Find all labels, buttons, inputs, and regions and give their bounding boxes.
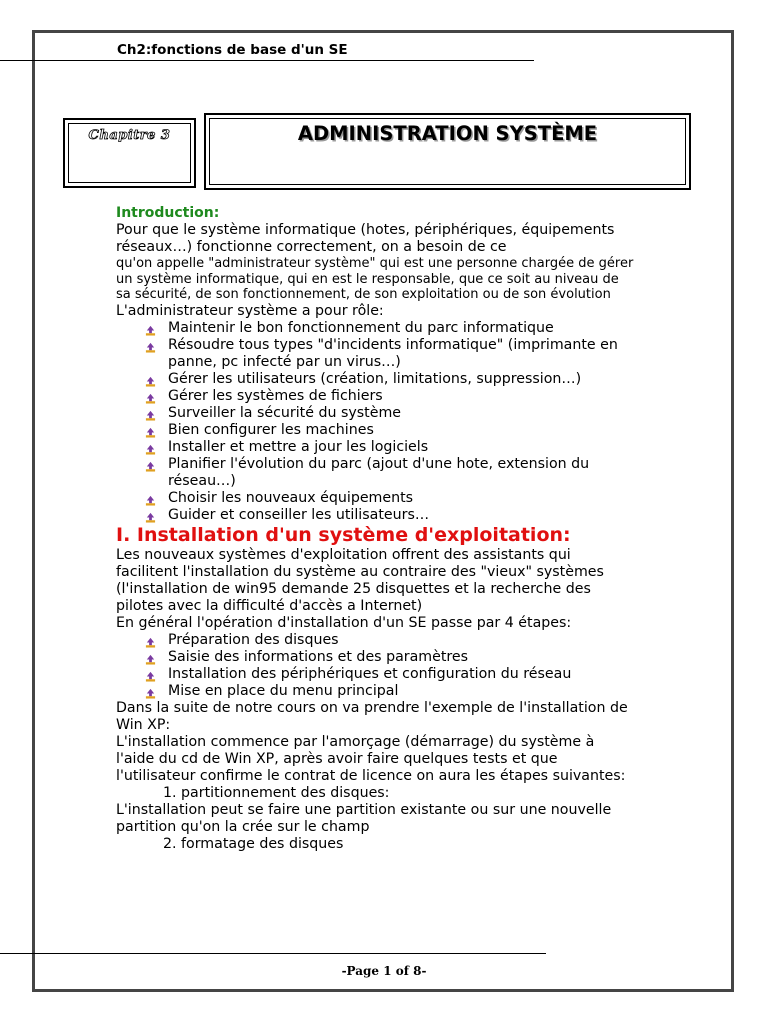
list-item-text: Mise en place du menu principal: [168, 682, 399, 699]
arrow-bullet-icon: [145, 460, 156, 471]
list-item: [142, 649, 636, 666]
list-item-text: Préparation des disques: [168, 631, 339, 648]
arrow-bullet-icon: [145, 341, 156, 352]
list-item-text: Gérer les systèmes de fichiers: [168, 387, 383, 404]
footer-rule: [0, 953, 546, 954]
numbered-list-2: [116, 836, 636, 853]
numbered-item-1: 1. partitionnement des disques:: [163, 784, 390, 801]
arrow-bullet-icon: [145, 653, 156, 664]
section-paragraph-5: L'installation peut se faire une partition existante ou sur une nouvelle partition qu'on la crée sur le champ: [116, 801, 612, 835]
list-item-text: Surveiller la sécurité du système: [168, 404, 402, 421]
content: [116, 205, 636, 853]
list-item: [142, 456, 636, 490]
arrow-bullet-icon: [145, 494, 156, 505]
list-item: [142, 683, 636, 700]
list-item: [142, 490, 636, 507]
list-item: [142, 388, 636, 405]
chapter-label: Chapitre 3: [88, 128, 171, 143]
arrow-bullet-icon: [145, 392, 156, 403]
title-box: [204, 113, 691, 190]
role-intro: L'administrateur système a pour rôle:: [116, 302, 384, 319]
arrow-bullet-icon: [145, 426, 156, 437]
numbered-list-1: [116, 785, 636, 802]
list-item: [142, 439, 636, 456]
chapter-title: ADMINISTRATION SYSTÈME: [297, 122, 598, 145]
section-heading: I. Installation d'un système d'exploitation:: [116, 523, 571, 546]
list-item: [142, 632, 636, 649]
list-item-text: Gérer les utilisateurs (création, limitations, suppression…): [168, 370, 582, 387]
list-item: [142, 371, 636, 388]
intro-paragraph-1a: Pour que le système informatique (hotes, périphériques, équipements réseaux…) fonctionne correctement, on a besoin de ce: [116, 222, 615, 255]
numbered-item-2: 2. formatage des disques: [163, 835, 344, 852]
list-item: [142, 422, 636, 439]
arrow-bullet-icon: [145, 636, 156, 647]
list-item-text: Saisie des informations et des paramètres: [168, 648, 469, 665]
steps-list: [116, 632, 636, 700]
intro-paragraph-1b: qu'on appelle "administrateur système" qui est une personne chargée de gérer un système informatique, qui en est le responsable, que ce soit au niveau de sa sécurité, de son fonctionnement, de son exploitation ou de son évolution: [116, 256, 634, 302]
intro-heading: Introduction:: [116, 205, 220, 221]
list-item: [142, 507, 636, 524]
list-item: [142, 405, 636, 422]
section-paragraph-4: L'installation commence par l'amorçage (démarrage) du système à l'aide du cd de Win XP, après avoir faire quelques tests et que l'utilisateur confirme le contrat de licence on aura les étapes suivantes:: [116, 733, 626, 784]
list-item-text: Résoudre tous types "d'incidents informatique" (imprimante en panne, pc infecté par un virus…): [168, 336, 618, 370]
arrow-bullet-icon: [145, 324, 156, 335]
list-item-text: Planifier l'évolution du parc (ajout d'une hote, extension du réseau…): [168, 455, 590, 489]
arrow-bullet-icon: [145, 443, 156, 454]
roles-list: [116, 320, 636, 524]
arrow-bullet-icon: [145, 375, 156, 386]
arrow-bullet-icon: [145, 670, 156, 681]
list-item-text: Maintenir le bon fonctionnement du parc informatique: [168, 319, 554, 336]
section-paragraph-1: Les nouveaux systèmes d'exploitation offrent des assistants qui facilitent l'installation du système au contraire des "vieux" systèmes (l'installation de win95 demande 25 disquettes et la recherche des pilotes avec la difficulté d'accès a Internet): [116, 546, 604, 614]
chapter-box: [63, 118, 196, 188]
section-paragraph-2: En général l'opération d'installation d'un SE passe par 4 étapes:: [116, 614, 572, 631]
arrow-bullet-icon: [145, 687, 156, 698]
list-item: [142, 337, 636, 371]
list-item: [142, 666, 636, 683]
header-rule: [0, 60, 534, 61]
list-item-text: Guider et conseiller les utilisateurs…: [168, 506, 430, 523]
header-title: Ch2:fonctions de base d'un SE: [117, 42, 348, 58]
list-item-text: Installation des périphériques et configuration du réseau: [168, 665, 572, 682]
list-item-text: Installer et mettre a jour les logiciels: [168, 438, 429, 455]
page-number: -Page 1 of 8-: [341, 964, 427, 978]
list-item-text: Choisir les nouveaux équipements: [168, 489, 414, 506]
list-item: [142, 320, 636, 337]
arrow-bullet-icon: [145, 511, 156, 522]
arrow-bullet-icon: [145, 409, 156, 420]
section-paragraph-3: Dans la suite de notre cours on va prendre l'exemple de l'installation de Win XP:: [116, 699, 628, 733]
list-item-text: Bien configurer les machines: [168, 421, 374, 438]
